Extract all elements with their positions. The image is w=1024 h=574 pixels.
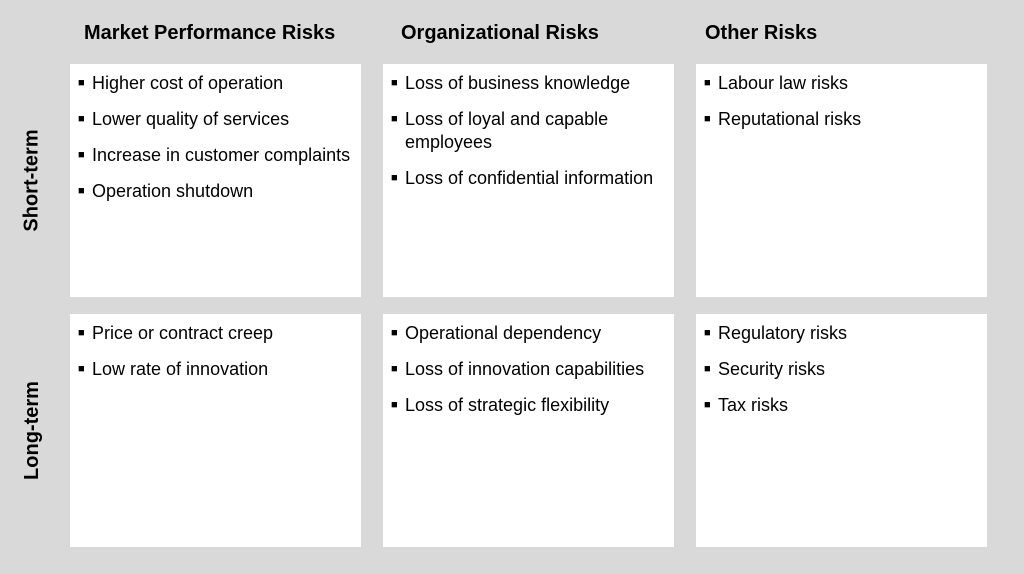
cell-short-term-other (696, 64, 987, 297)
list-item (704, 108, 979, 131)
list-item (391, 72, 666, 95)
bullet-icon: ■ (391, 113, 398, 125)
list-item (78, 180, 353, 203)
bullet-icon: ■ (78, 149, 85, 161)
list-item-text: Labour law risks (718, 73, 849, 93)
list-item (704, 394, 979, 417)
list-item (78, 144, 353, 167)
list-item (391, 394, 666, 417)
row-label-long-term: Long-term (20, 381, 43, 480)
list-item (78, 358, 353, 381)
column-header-other-risks: Other Risks (705, 22, 818, 44)
list-item-text: Lower quality of services (92, 109, 290, 129)
list-item-text: Tax risks (718, 395, 789, 415)
list-item (704, 322, 979, 345)
bullet-icon: ■ (391, 172, 398, 184)
column-header-organizational-risks: Organizational Risks (401, 22, 599, 44)
bullet-icon: ■ (704, 399, 711, 411)
list-item-text: Regulatory risks (718, 323, 848, 343)
list-item (391, 358, 666, 381)
list-item-text: Operation shutdown (92, 181, 254, 201)
list-item (78, 72, 353, 95)
row-label-short-term-container (12, 64, 52, 297)
list-item (391, 322, 666, 345)
bullet-icon: ■ (391, 327, 398, 339)
list-item (78, 108, 353, 131)
bullet-icon: ■ (704, 77, 711, 89)
row-label-short-term: Short-term (20, 129, 43, 232)
list-item-text: Loss of strategic flexibility (405, 395, 610, 415)
list-item-text: Loss of loyal and capable employees (405, 109, 609, 152)
bullet-icon: ■ (704, 363, 711, 375)
cell-long-term-market (70, 314, 361, 547)
list-item-text: Higher cost of operation (92, 73, 284, 93)
cell-long-term-organizational (383, 314, 674, 547)
list-item (391, 167, 666, 190)
row-label-long-term-container (12, 314, 52, 547)
bullet-icon: ■ (78, 185, 85, 197)
list-item (391, 108, 666, 154)
list-item-text: Loss of confidential information (405, 168, 654, 188)
list-item-text: Operational dependency (405, 323, 602, 343)
bullet-icon: ■ (704, 113, 711, 125)
list-item-text: Security risks (718, 359, 826, 379)
bullet-icon: ■ (391, 399, 398, 411)
column-header-market-performance-risks: Market Performance Risks (84, 22, 336, 44)
bullet-icon: ■ (78, 327, 85, 339)
list-item (704, 72, 979, 95)
list-item (704, 358, 979, 381)
cell-long-term-other (696, 314, 987, 547)
bullet-icon: ■ (391, 77, 398, 89)
list-item-text: Increase in customer complaints (92, 145, 351, 165)
list-item-text: Loss of innovation capabilities (405, 359, 645, 379)
list-item-text: Reputational risks (718, 109, 862, 129)
bullet-icon: ■ (78, 363, 85, 375)
list-item-text: Loss of business knowledge (405, 73, 631, 93)
list-item (78, 322, 353, 345)
bullet-icon: ■ (391, 363, 398, 375)
bullet-icon: ■ (704, 327, 711, 339)
cell-short-term-organizational (383, 64, 674, 297)
bullet-icon: ■ (78, 77, 85, 89)
bullet-icon: ■ (78, 113, 85, 125)
list-item-text: Price or contract creep (92, 323, 274, 343)
cell-short-term-market (70, 64, 361, 297)
list-item-text: Low rate of innovation (92, 359, 269, 379)
